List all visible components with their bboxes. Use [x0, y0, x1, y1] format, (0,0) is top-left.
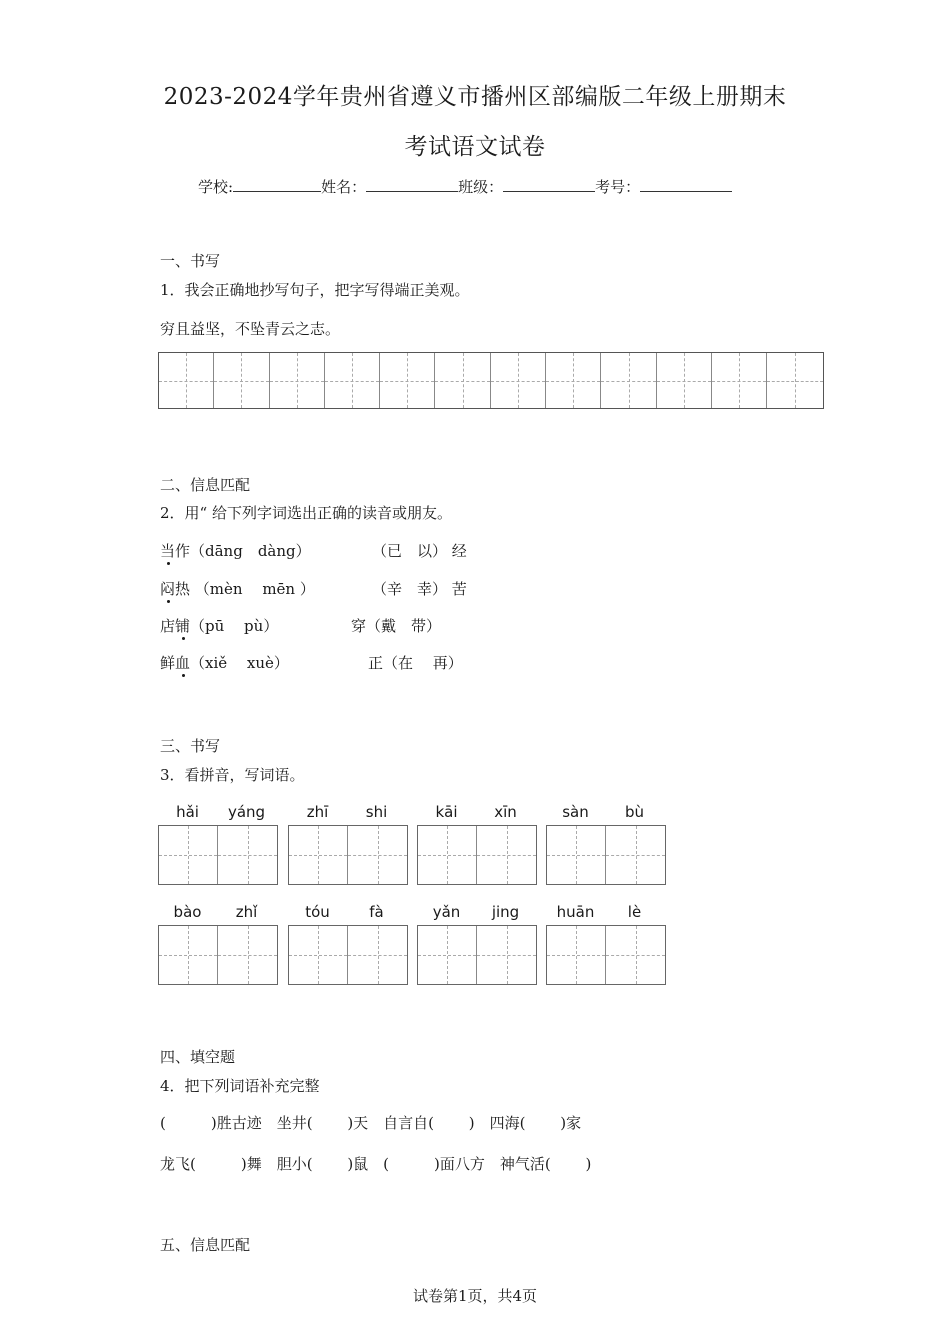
word-prefix: 店 [160, 617, 176, 635]
exam-title-line2: 考试语文试卷 [404, 134, 546, 160]
pinyin-word-group [417, 803, 537, 885]
pinyin-syllable: bào [173, 903, 202, 921]
writing-cell[interactable] [767, 353, 822, 408]
dotted-char: 闷 [160, 580, 176, 598]
section-1-heading: 一、书写 [160, 252, 221, 270]
writing-cell[interactable] [348, 826, 407, 884]
word-choice-1: （已 以） 经 [372, 542, 467, 560]
word-prefix: 鲜 [160, 654, 176, 672]
writing-cell[interactable] [418, 926, 477, 984]
pinyin-word-group [288, 803, 408, 885]
word-choice-4: 正（在 再） [368, 654, 463, 672]
pinyin-syllable: zhī [306, 803, 329, 821]
writing-cell[interactable] [214, 353, 269, 408]
section-3-heading: 三、书写 [160, 737, 221, 755]
pinyin-word-group [288, 903, 408, 985]
writing-cell[interactable] [159, 926, 218, 984]
pinyin-word-group [417, 903, 537, 985]
pinyin-syllable: fà [369, 903, 384, 921]
word-choice-3: 穿（戴 带） [351, 617, 442, 635]
pinyin-syllable: kāi [435, 803, 458, 821]
name-label: 姓名： [321, 178, 367, 196]
writing-cell[interactable] [606, 826, 665, 884]
pronunciation-row-4 [160, 652, 289, 673]
pinyin-word-group [158, 903, 278, 985]
writing-cell[interactable] [159, 826, 218, 884]
question-4: 4．把下列词语补充完整 [160, 1077, 320, 1095]
section-4-heading: 四、填空题 [160, 1048, 236, 1066]
pinyin-word-group [158, 803, 278, 885]
writing-cell[interactable] [218, 926, 277, 984]
pinyin-syllable: yáng [227, 803, 266, 821]
pinyin-syllable: zhǐ [235, 903, 258, 921]
pinyin-syllable: yǎn [432, 903, 461, 921]
pronunciation-row-1 [160, 540, 311, 561]
writing-cell[interactable] [601, 353, 656, 408]
fill-blank-line-2[interactable]: 龙飞( )舞 胆小( )鼠 ( )面八方 神气活( ) [160, 1155, 592, 1173]
school-label: 学校: [198, 178, 234, 196]
pronunciation-row-2 [160, 578, 315, 599]
writing-cell[interactable] [491, 353, 546, 408]
pinyin-syllable: huān [556, 903, 595, 921]
writing-cell[interactable] [477, 926, 536, 984]
pinyin-options: （pū pù） [190, 617, 279, 635]
pinyin-syllable: bù [624, 803, 645, 821]
pronunciation-row-3 [160, 615, 278, 636]
writing-cell[interactable] [547, 926, 606, 984]
writing-cell[interactable] [159, 353, 214, 408]
exam-number-label: 考号： [595, 178, 641, 196]
student-info-row [198, 176, 732, 197]
dotted-char: 铺 [175, 617, 191, 635]
school-blank[interactable] [233, 177, 321, 192]
pinyin-syllable: lè [627, 903, 642, 921]
pinyin-syllable: jing [491, 903, 520, 921]
writing-cell[interactable] [289, 826, 348, 884]
writing-cell[interactable] [657, 353, 712, 408]
class-label: 班级： [458, 178, 504, 196]
pinyin-syllable: sàn [562, 803, 589, 821]
pinyin-syllable: xīn [494, 803, 517, 821]
writing-cell[interactable] [270, 353, 325, 408]
writing-cell[interactable] [546, 353, 601, 408]
writing-cell[interactable] [435, 353, 490, 408]
pinyin-options: （xiě xuè） [190, 654, 289, 672]
writing-cell[interactable] [380, 353, 435, 408]
writing-cell[interactable] [289, 926, 348, 984]
writing-cell[interactable] [348, 926, 407, 984]
exam-number-blank[interactable] [640, 177, 732, 192]
writing-cell[interactable] [547, 826, 606, 884]
pinyin-word-group [546, 803, 666, 885]
writing-cell[interactable] [325, 353, 380, 408]
section-5-heading: 五、信息匹配 [160, 1236, 251, 1254]
pinyin-syllable: tóu [305, 903, 330, 921]
dotted-char: 当 [160, 542, 176, 560]
writing-cell[interactable] [477, 826, 536, 884]
copy-sentence: 穷且益坚，不坠青云之志。 [160, 320, 341, 338]
class-blank[interactable] [503, 177, 595, 192]
pinyin-word-group [546, 903, 666, 985]
dotted-char: 血 [175, 654, 191, 672]
word-choice-2: （辛 幸） 苦 [372, 580, 467, 598]
writing-grid[interactable] [158, 352, 824, 409]
writing-cell[interactable] [418, 826, 477, 884]
writing-cell[interactable] [712, 353, 767, 408]
question-3: 3．看拼音，写词语。 [160, 766, 305, 784]
pinyin-options: 作（dāng dàng） [175, 542, 311, 560]
name-blank[interactable] [366, 177, 458, 192]
pinyin-syllable: hǎi [176, 803, 199, 821]
fill-blank-line-1[interactable]: ( )胜古迹 坐井( )天 自言自( ) 四海( )家 [160, 1114, 582, 1132]
pinyin-options: 热 （mèn mēn ） [175, 580, 315, 598]
writing-cell[interactable] [606, 926, 665, 984]
section-2-heading: 二、信息匹配 [160, 476, 251, 494]
writing-cell[interactable] [218, 826, 277, 884]
question-2: 2．用“ 给下列字词选出正确的读音或朋友。 [160, 504, 452, 522]
exam-title-line1: 2023-2024学年贵州省遵义市播州区部编版二年级上册期末 [163, 84, 787, 110]
question-1: 1．我会正确地抄写句子，把字写得端正美观。 [160, 281, 470, 299]
pinyin-syllable: shi [365, 803, 388, 821]
page-footer: 试卷第1页，共4页 [412, 1287, 538, 1305]
